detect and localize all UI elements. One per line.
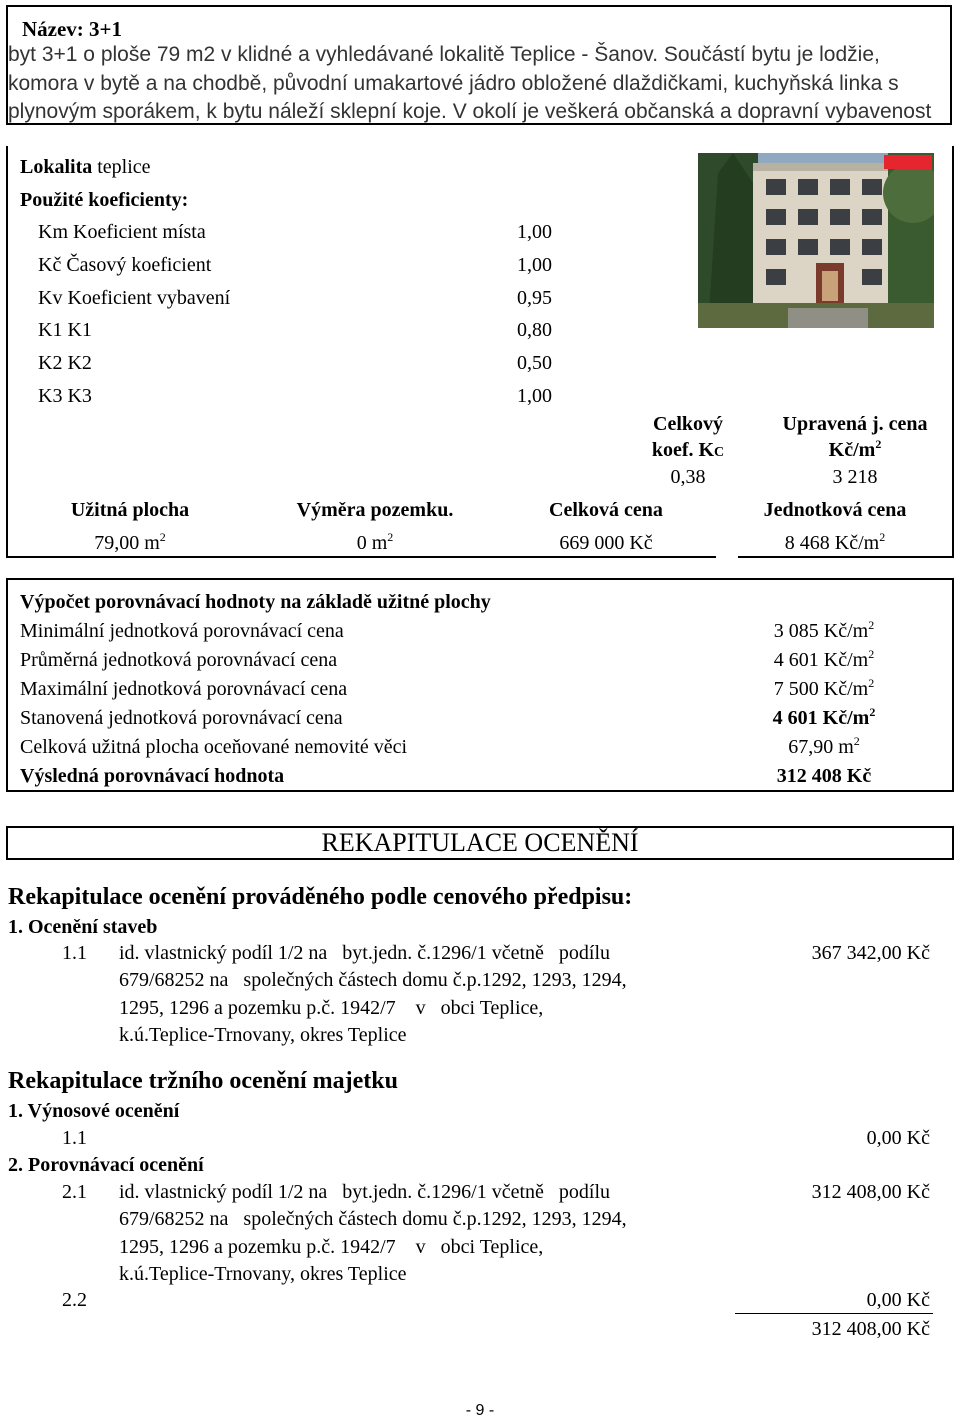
border-gap xyxy=(716,556,738,558)
locality-value: teplice xyxy=(97,156,151,178)
coefficient-name: Kv Koeficient vybavení xyxy=(38,286,231,309)
item-2-2-number: 2.2 xyxy=(62,1289,87,1311)
comparison-heading: Výpočet porovnávací hodnoty na základě užitné plochy xyxy=(20,591,491,613)
coefficient-value: 1,00 xyxy=(517,385,552,407)
coefficient-value: 1,00 xyxy=(517,253,552,276)
comparison-row-label: Průměrná jednotková porovnávací cena xyxy=(20,649,338,671)
comparison-result-label: Výsledná porovnávací hodnota xyxy=(20,765,285,787)
unit-price-label: Jednotková cena xyxy=(763,499,907,521)
total-price-label: Celková cena xyxy=(549,499,663,521)
total-coefficient-label-2: koef. KC xyxy=(651,439,725,461)
item-2-2-value: 0,00 Kč xyxy=(866,1289,930,1311)
coefficient-value: 0,95 xyxy=(517,286,552,309)
locality-line xyxy=(20,156,151,179)
buildings-heading: 1. Ocenění staveb xyxy=(8,916,158,938)
adjusted-price-label-1: Upravená j. cena xyxy=(782,413,928,435)
item-1-1-value: 367 342,00 Kč xyxy=(811,942,930,964)
coefficient-value: 0,80 xyxy=(517,319,552,342)
usable-area-value: 79,00 $m^2$ xyxy=(94,530,166,554)
locality-label: Lokalita xyxy=(20,156,93,178)
item-m1-1-number: 1.1 xyxy=(62,1127,87,1149)
comparison-row-label: Celková užitná plocha oceňované nemovité věci xyxy=(20,736,408,758)
coefficient-name: K2 K2 xyxy=(38,352,92,375)
recap-item-line: id. vlastnický podíl 1/2 na byt.jedn. č.1296/1 včetně podílu xyxy=(119,942,611,964)
income-heading: 1. Výnosové ocenění xyxy=(8,1100,180,1122)
comparison-row-value: 4 601 $Kč/m^2$ xyxy=(773,647,875,671)
comparison-row-label: Stanovená jednotková porovnávací cena xyxy=(20,707,343,729)
building-photo xyxy=(698,153,934,328)
sum-rule xyxy=(735,1313,933,1314)
unit-price-value: 8 468 $Kč/m^2$ xyxy=(784,530,886,554)
comparative-heading: 2. Porovnávací ocenění xyxy=(8,1154,204,1176)
property-title: Název: 3+1 xyxy=(22,17,123,41)
recap-banner xyxy=(6,826,954,860)
used-coefficients-label: Použité koeficienty: xyxy=(20,189,189,211)
recap-item-line: k.ú.Teplice-Trnovany, okres Teplice xyxy=(119,1262,407,1285)
coefficient-name: Kč Časový koeficient xyxy=(38,253,212,276)
item-2-1-value: 312 408,00 Kč xyxy=(811,1181,930,1203)
recap-item-line: 1295, 1296 a pozemku p.č. 1942/7 v obci Teplice, xyxy=(119,996,544,1019)
property-description: byt 3+1 o ploše 79 m2 v klidné a vyhledávané lokalitě Teplice - Šanov. Součástí bytu je lodžie, komora v bytě a na chodbě, původní umakartové jádro obložené dlaždičkami, kuchyňská linka s plynovým sporákem, k bytu náleží sklepní koje. V okolí je veškerá občanská a dopravní vybavenost xyxy=(8,43,932,123)
land-area-value: 0 $m^2$ xyxy=(356,530,394,554)
recap-item-line: 679/68252 na společných částech domu č.p.1292, 1293, 1294, xyxy=(119,969,627,992)
coefficient-name: K3 K3 xyxy=(38,385,92,407)
coefficient-name: K1 K1 xyxy=(38,319,92,342)
usable-area-label: Užitná plocha xyxy=(70,499,190,521)
comparison-row-value: 7 500 $Kč/m^2$ xyxy=(773,676,875,700)
total-coefficient-label-1: Celkový xyxy=(653,413,723,435)
comparison-row-value: 67,90 $m^2$ xyxy=(788,734,860,758)
comparison-row-value: 4 601 $Kč/m^2$ xyxy=(772,705,876,729)
comparison-row-label: Minimální jednotková porovnávací cena xyxy=(20,620,344,642)
coefficient-name: Km Koeficient místa xyxy=(38,221,206,243)
market-heading: Rekapitulace tržního ocenění majetku xyxy=(8,1068,398,1094)
comparison-row-value: 3 085 $Kč/m^2$ xyxy=(773,618,875,642)
price-regulation-heading: Rekapitulace ocenění prováděného podle cenového předpisu: xyxy=(8,884,633,910)
page-number: - 9 - xyxy=(465,1402,495,1419)
recap-item-line: 679/68252 na společných částech domu č.p.1292, 1293, 1294, xyxy=(119,1208,627,1231)
total-price-value: 669 000 Kč xyxy=(559,532,653,554)
recap-total-value: 312 408,00 Kč xyxy=(811,1318,930,1340)
item-m1-1-value: 0,00 Kč xyxy=(866,1127,930,1149)
adjusted-price-label-2: $Kč/m^2$ xyxy=(828,437,882,461)
total-coefficient-value: 0,38 xyxy=(670,466,706,488)
recap-banner-title: REKAPITULACE OCENĚNÍ xyxy=(321,828,639,857)
comparison-row-label: Maximální jednotková porovnávací cena xyxy=(20,678,348,700)
item-2-1-number: 2.1 xyxy=(62,1181,87,1203)
recap-item-line: id. vlastnický podíl 1/2 na byt.jedn. č.1296/1 včetně podílu xyxy=(119,1181,611,1203)
coefficient-value: 0,50 xyxy=(517,352,552,375)
adjusted-price-value: 3 218 xyxy=(832,466,878,488)
apartment-building-image xyxy=(698,153,934,328)
item-1-1-number: 1.1 xyxy=(62,942,87,964)
description-box xyxy=(6,5,952,125)
coefficient-value: 1,00 xyxy=(517,221,552,243)
comparison-result-value: 312 408 Kč xyxy=(776,765,872,787)
land-area-label: Výměra pozemku. xyxy=(296,499,454,521)
recap-item-line: k.ú.Teplice-Trnovany, okres Teplice xyxy=(119,1023,407,1046)
recap-item-line: 1295, 1296 a pozemku p.č. 1942/7 v obci Teplice, xyxy=(119,1235,544,1258)
